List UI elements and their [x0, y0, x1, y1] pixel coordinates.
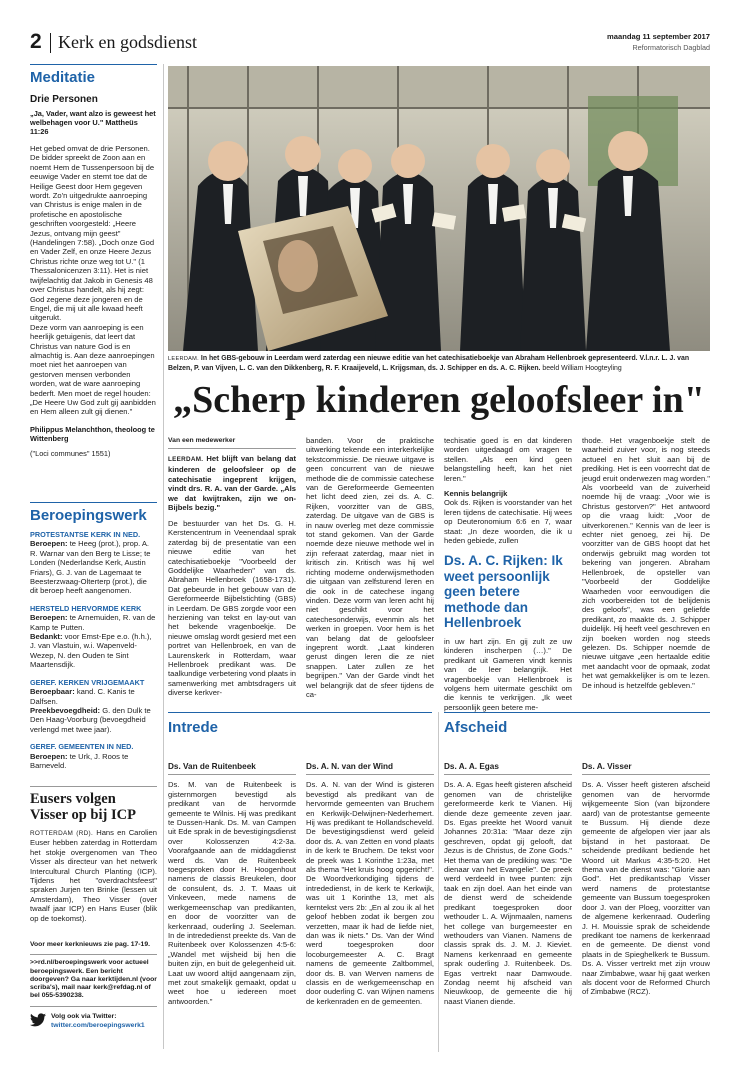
item-label: Bedankt: — [30, 632, 63, 642]
group-church: PROTESTANTSE KERK IN NED. — [30, 530, 141, 539]
article-byline: Van een medewerker — [168, 436, 296, 449]
article-col-4 — [582, 436, 710, 690]
beroepingswerk-box — [30, 502, 157, 770]
group-vrijgemaakt — [30, 678, 157, 734]
intrede-name: Ds. A. N. van der Wind — [306, 762, 434, 775]
item-text: G. den Dulk te Den Haag-Voorburg (bevoegdheid verlengd met twee jaar). — [30, 705, 151, 734]
more-news: Voor meer kerknieuws zie pag. 17-19. — [30, 941, 151, 948]
main-photo — [168, 66, 710, 351]
afscheid-section — [444, 712, 710, 736]
eusers-dateline: ROTTERDAM (RD). — [30, 830, 94, 837]
group-hersteld — [30, 604, 157, 670]
article-col1-text: De bestuurder van het Ds. G. H. Kerstencentrum in Veenendaal sprak zaterdag bij de presentatie van een nieuwe editie van het catechisatieboekje "Voorbeeld der Goddelijke Waarheden" van ds. Abraham Hellenbroek (1658-1731). Dat gebeurde in het gebouw van de Gereformeerde Bijbelstichting (GBS) in Leerdam. De GBS zorgde voor een herziening van tekst en lay-out van het bekende vragenboekje. De nieuwe omslag wordt gesierd met een portret van Hellenbroek, en van de Laurenskerk in Rotterdam, waar Hellenbroek predikant was. De taalkundige verbetering vond plaats in samenwerking met ambtsdragers uit diverse kerkver- — [168, 518, 296, 698]
intrede-heading: Intrede — [168, 719, 219, 736]
article-col3a-text: techisatie goed is en dat kinderen worden uitgedaagd om vragen te stellen. „Als een kind geen belangstelling heeft, kan het niet leren." — [444, 436, 572, 483]
eusers-article — [30, 786, 157, 923]
page-number: 2 — [30, 30, 42, 53]
group-church: GEREF. GEMEENTEN IN NED. — [30, 742, 134, 752]
afscheid-name: Ds. A. A. Egas — [444, 762, 572, 775]
beroepingswerk-list — [30, 530, 157, 770]
afscheid-name: Ds. A. Visser — [582, 762, 710, 775]
intrede-section — [168, 712, 432, 736]
item-label: Beroepbaar: — [30, 687, 75, 697]
news-links[interactable]: >>rd.nl/beroepingswerk voor actueel beroepingswerk. Een bericht doorgeven? Ga naar kerktijden.nl (voor scriba's), mail naar kerk@refdag.nl of bel 055-5390238. — [30, 959, 157, 1000]
item-text: te Arnemuiden, R. van de Kamp te Putten. — [30, 613, 156, 632]
item-text: voor Emst-Epe e.o. (h.h.), J. van Vlastuin, w.i. Wapenveld-Wezep, N. den Ouden te Sint Maartensdijk. — [30, 632, 152, 670]
photo-caption — [168, 354, 710, 373]
meditatie-source: ("Loci communes" 1551) — [30, 448, 111, 458]
group-protestantse — [30, 530, 157, 596]
afscheid-heading: Afscheid — [444, 719, 508, 736]
left-column-divider — [163, 64, 164, 1049]
item-text: te Heeg (prot.), prop. A. R. Warnar van den Berg te Lisse; te Londen (Nederlandse Kerk, Austin Friars), G. J. van de Lagemaat te Beesterzwaag-Olterterp (prot.), die dit beroep heeft aangenomen. — [30, 539, 151, 596]
group-gereformeerde-gemeenten — [30, 742, 157, 770]
item-text: te Urk, J. Roos te Barneveld. — [30, 751, 129, 770]
article-col-2 — [306, 436, 434, 699]
article-col3b-text: Ook ds. Rijken is voorstander van het leren tijdens de catechisatie. Hij wees op Deuteronomium 6:6 en 7, waar staat: „In deze woorden, die ik u heden gebiede, zullen — [444, 498, 572, 546]
section-title: Kerk en godsdienst — [58, 32, 197, 52]
eusers-text: Hans en Carolien Euser hebben zaterdag in Rotterdam het stokje overgenomen van Theo Visser als directeur van het netwerk Intercultural Church Planting (ICP). Tijdens het "overdrachtsfeest" spraken Jurjen ten Brinke (lessen uit Amsterdam), Theo Visser (over twaalf jaar ICP) en Hans Euser (blik op de toekomst). — [30, 828, 157, 923]
eusers-title: Eusers volgen Visser op bij ICP — [30, 791, 136, 823]
subheading-kennis: Kennis belangrijk — [444, 489, 508, 499]
meditatie-body — [30, 144, 157, 417]
header-divider — [50, 33, 51, 53]
left-column — [30, 64, 157, 458]
meditatie-rule — [30, 64, 157, 65]
intrede-item-2 — [306, 762, 434, 1006]
meditatie-heading: Meditatie — [30, 69, 96, 86]
article-col2-text: banden. Voor de praktische uitwerking tekende een interkerkelijke tekstcommissie. De nieuwe uitgave is geen concurrent van de nieuwe methode die de commissie catechese van de Gereformeerde Gemeenten het licht deed zien, zei ds. A. C. Rijken, voorzitter van de GBS, zaterdag. De uitgave van de GBS is in nauw overleg met deze commissie tot stand gekomen. Van der Garde noemde deze nieuwe methode wel in zijn referaat zaterdag, maar niet in kritisch zin. Kritisch was hij wel richting moderne onderwijsmethoden die uitgaan van zelfsturend leren en die ook in de catechese ingang vinden. Deze vorm van leren acht hij niet geschikt voor het catechesonderwijs, evenmin als het werken in groepen. Voor hem is het van belang dat de geloofsleer ingeprent wordt. „Laat kinderen gerust dingen leren die ze niet snappen. Later zullen ze het begrijpen." Van der Garde vindt het wel belangrijk dat de sfeer tijdens de ca- — [306, 436, 434, 699]
item-label: Preekbevoegdheid: — [30, 705, 101, 715]
article-col4-text: thode. Het vragenboekje stelt de waarheid zuiver voor, is nog steeds actueel en het sluit aan bij de prediking. Het is een voorrecht dat de jeugd eruit onderwezen mag worden." Als voorbeeld van de zuiverheid noemde hij de vraag: „Voor wie is Christus gestorven?" Het antwoord op die vraag luidt: „Voor de uitverkorenen." Kennis van de leer is echter niet genoeg, zei hij. De voorzitter van de GBS hoopt dat het onderwijs gebruikt mag worden tot bekering van jongeren. Abraham Hellenbroek, de opsteller van "Voorbeeld der Goddelijke Waarheden voor eenvoudigen die zich voorbereiden tot de belijdenis des geloofs", was een geliefde predikant, zo maakte ds. J. Schipper duidelijk. Hij heeft veel geschreven en zijn boeken worden nog steeds gelezen. Ds. Schipper noemde de nieuwe uitgave „een hertaalde editie met aandacht voor de opmaak, zodat het wat gemakkelijker is om te lezen. De inhoud is hetzelfde gebleven." — [582, 436, 710, 690]
item-label: Beroepen: — [30, 751, 68, 761]
item-label: Beroepen: — [30, 539, 68, 549]
article-headline: „Scherp kinderen geloofsleer in" — [173, 379, 705, 421]
group-church: GEREF. KERKEN VRIJGEMAAKT — [30, 677, 145, 687]
intrede-item-1 — [168, 762, 296, 1006]
article-col-3 — [444, 436, 572, 712]
article-lead: Het blijft van belang dat kinderen de geloofsleer op de catechisatie ingeprent krijgen, vindt drs. R. A. van der Garde. „Als we dat kwijtraken, zijn we on-Bijbels bezig." — [168, 454, 296, 513]
article-col-1 — [168, 436, 296, 698]
eusers-body — [30, 828, 157, 923]
afscheid-item-2 — [582, 762, 710, 997]
twitter-label: Volg ook via Twitter: — [51, 1012, 117, 1020]
item-label: Beroepen: — [30, 613, 68, 623]
kerknieuws-footer — [30, 941, 157, 1033]
beroepingswerk-heading: Beroepingswerk — [30, 507, 147, 524]
photo-credit: beeld William Hoogteyling — [542, 365, 622, 372]
header-date: maandag 11 september 2017 — [607, 32, 710, 41]
meditatie-paragraph-1: Het gebed omvat de drie Personen. De bidder spreekt de Zoon aan en noemt Hem de Tussenpersoon bij de eeuwige Vader en stemt toe dat de Heilige Geest door Hem gegeven wordt. Zo'n uitgedrukte aanroeping van Christus is enige malen in de profetische en apostolische geschriften voorgesteld: „Heere Jezus, ontvang mijn geest" (Handelingen 7:58). „Doch onze God en Vader Zelf, en onze Heere Jezus Christus richte onze weg tot U." (1 Thessalonicenzen 3:11). Het is niet twijfelachtig dat Jakob in Genesis 48 over Christus handelt, als hij zegt: God zegene deze jongeren en de Engel, die mij uit alle kwaad heeft uitgerukt. — [30, 144, 155, 323]
intrede-text: Ds. M. van de Ruitenbeek is gisternmorgen bevestigd als predikant van de hervormde gemeente te Wilnis. Hij was predikant te Dussen-Hank. Ds. M. van Campen uit Ede sprak in de bevestigingsdienst over Kolossenzen 4:2-3a. Voorafgaande aan de middagdienst werd ds. Van de Ruitenbeek toegesproken door H. Hoogenhout namens de classis Breukelen, door de consulent, ds. J. T. Maas uit Vinkeveen, mede namens de werkgemeenschap van predikanten, en door de voorzitter van de kerkenraad, ouderling J. Seeleman. In de intrededienst preekte ds. Van de Ruitenbeek over Kolossenzen 4:5-6: „Wandel met wijsheid bij hen die buiten zijn, en buit de gelegenheid uit. Laat uw woord altijd aangenaam zijn, met zout smakelijk gemaakt, opdat u weet hoe u iedereen moet antwoorden." — [168, 780, 296, 1006]
group-church: HERSTELD HERVORMDE KERK — [30, 603, 142, 613]
twitter-handle[interactable]: twitter.com/beroepingswerk1 — [51, 1021, 145, 1029]
photo-illustration — [168, 66, 710, 351]
meditatie-paragraph-2: Deze vorm van aanroeping is een heerlijk getuigenis, dat leert dat Christus van nature God is en almachtig is. Aan deze aanroepingen moet niet het aanroepen van gestorven mensen verbonden worden, wat de ware aanroeping bederft. Men moet de regel houden: „De Heere Uw God zult gij aanbidden en Hem alleen zult gij dienen." — [30, 322, 156, 417]
lead-dateline: LEERDAM. — [168, 456, 204, 464]
twitter-bird-icon — [30, 1013, 46, 1027]
afscheid-item-1 — [444, 762, 572, 1006]
caption-lead: LEERDAM. — [168, 356, 199, 362]
item-text: kand. C. Kanis te Dalfsen. — [30, 687, 135, 706]
meditatie-quote: „Ja, Vader, want alzo is geweest het welbehagen voor U." Mattheüs 11:26 — [30, 109, 156, 136]
header-paper: Reformatorisch Dagblad — [632, 43, 710, 52]
meditatie-author: Philippus Melanchthon, theoloog te Wittenberg — [30, 424, 155, 443]
pull-quote: Ds. A. C. Rijken: Ik weet persoonlijk geen betere methode dan Hellenbroek — [444, 553, 563, 631]
afscheid-text: Ds. A. Visser heeft gisteren afscheid genomen van de hervormde wijkgemeente Sion (van bijzondere aard) van de protestantse gemeente te Bussum. Hij diende deze gemeente de afgelopen vier jaar als bijstand in het pastoraat. De scheidende predikant bediende het Woord uit Markus 4:35-5:20. Het thema van de dienst was: "Glorie aan God". Het predikantschap Visser werd namens de protestantse gemeente van Bussum toegesproken door J. van der Ploeg, voorzitter van de algemene kerkenraad. Ouderling J. H. Mouissie sprak de scheidende predikant toe namens de kerkenraad en de gemeente. De dienst vond plaats in de Spieghelkerk te Bussum. Ds. A. Visser vertrekt met zijn vrouw naar Zimbabwe, waar hij gaat werken als docent voor de Reformed Church of Zimbabwe (RCZ). — [582, 780, 710, 997]
caption-text: In het GBS-gebouw in Leerdam werd zaterdag een nieuwe editie van het catechisatieboekje van Abraham Hellenbroek gepresenteerd. V.l.n.r. L. J. van Belzen, P. van Vijven, L. C. van den Dikkenberg, R. F. Kraaijeveld, L. Krijgsman, ds. J. Schipper en ds. A. C. Rijken. — [168, 355, 690, 372]
article-col3c-text: in uw hart zijn. En gij zult ze uw kinderen inscherpen (…)." De predikant uit Gameren vindt kennis van de leer belangrijk. Het vragenboekje van Hellenbroek is volgens hem uitermate geschikt om die kennis te verkrijgen. „Ik weet persoonlijk geen betere me- — [444, 636, 572, 712]
twitter-block — [30, 1013, 157, 1033]
intrede-name: Ds. Van de Ruitenbeek — [168, 762, 296, 775]
afscheid-text: Ds. A. A. Egas heeft gisteren afscheid genomen van de christelijke gereformeerde kerk te Vianen. Hij diende deze gemeente zeven jaar. Ds. Egas preekte het Woord vanuit Johannes 20:31a: "Maar deze zijn geschreven, opdat gij gelooft, dat Jezus is de Christus, de Zone Gods." Het thema van de prediking was: "De dienaar van het Evangelie". De preek werd verdeeld in twee punten: zijn taak en zijn doel. Aan het einde van de dienst werd de scheidende predikant toegesproken door wethouder L. A. Wijnmaalen, namens het college van burgemeester en wethouders van Vianen. Namens de classis sprak ds. J. M. J. Kieviet. Namens kerkenraad en gemeente sprak ouderling J. Ruitenbeek. Ds. Egas vertrekt naar Damwoude. Zondag neemt hij afscheid van Nieuwkoop, de gemeente die hij naast Vianen diende. — [444, 780, 572, 1006]
intrede-text: Ds. A. N. van der Wind is gisteren bevestigd als predikant van de hervormde gemeenten van Bruchem en Kerkwijk-Delwijnen-Nederhemert. Hij was predikant te Hollandscheveld. De bevestigingsdienst werd geleid door ds. A. van Zetten en vond plaats in de kerk te Bruchem. De tekst voor de preek was 1 Korinthe 1:23a, met als thema "Het kruis hoog opgericht!". De Woordverkondiging tijdens de intrededienst, in de kerk te Kerkwijk, was uit 1 Korinthe 13, met als kerntekst vers 2b: „En al zou ik al het geloof hebben zodat ik bergen zou verzetten, maar ik had de liefde niet, dan was ik niets." Ds. Van der Wind werd toegesproken door locoburgemeester A. C. Bragt namens de gemeente Zaltbommel, door ds. B. van Werven namens de classis en de werkgemeenschap en door ouderling C. van Wijnen namens de kerkenraden en de gemeenten. — [306, 780, 434, 1006]
meditatie-title: Drie Personen — [30, 94, 98, 105]
page-header — [30, 28, 710, 58]
intrede-afscheid-divider — [438, 712, 439, 1052]
